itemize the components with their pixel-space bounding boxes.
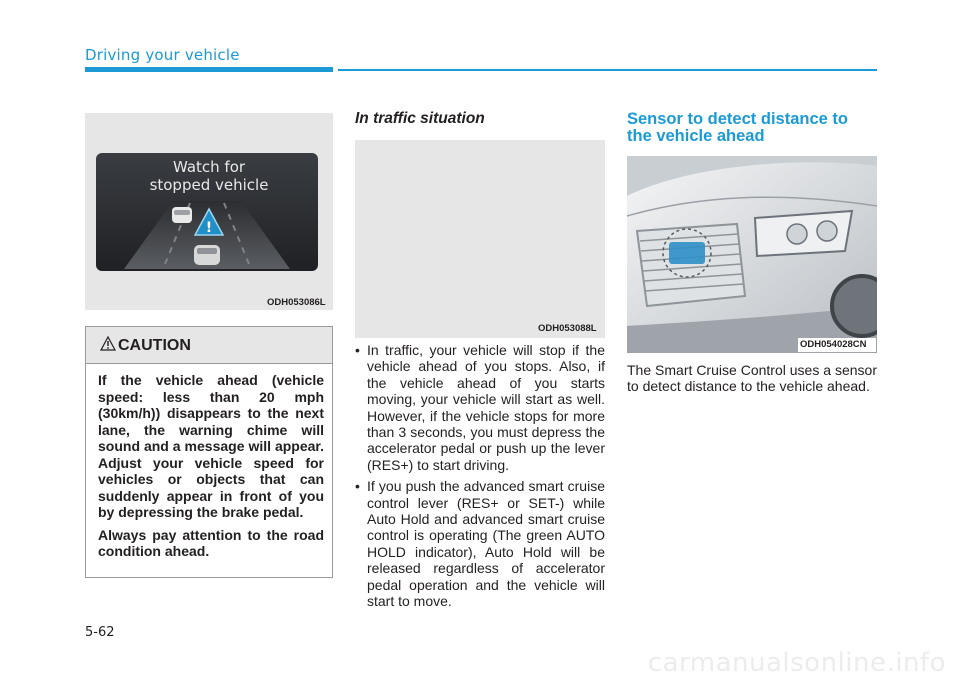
svg-text:!: ! [205,220,213,236]
warning-triangle-icon [100,336,116,351]
traffic-bullet-list [355,342,605,615]
display-message-line1: Watch for [172,158,246,176]
caution-header [86,327,332,364]
car-front-illustration [627,156,877,353]
list-item: • In traffic, your vehicle will stop if the vehicle ahead of you stops. Also, if the vehicle ahead of you starts moving, your vehicle will start as well. However, if the vehicle stops for more than 3 seconds, you must depress the accelerator pedal or push up the lever (RES+) to start driving. [355,342,605,473]
watermark: carmanualsonline.info [647,648,946,678]
radar-sensor [669,242,705,264]
sensor-heading: Sensor to detect distance to the vehicle ahead [627,110,848,145]
figure-caption-box [798,338,876,352]
wheel [832,276,877,336]
cluster-display-figure [85,113,333,310]
caution-paragraph: Always pay attention to the road condition ahead. [98,526,324,559]
traffic-figure [355,140,605,338]
caution-body [86,364,332,560]
traffic-heading: In traffic situation [355,110,485,127]
header-rule-thin [338,69,877,71]
caution-box [85,326,333,578]
figure-caption: ODH053086L [267,297,326,308]
header-rule-thick [85,67,333,72]
list-item: • If you push the advanced smart cruise control lever (RES+ or SET-) while Auto Hold and advanced smart cruise control is operating (The green AUTO HOLD indicator), Auto Hold will be released regardless of accelerator pedal operation and the vehicle will start to move. [355,478,605,609]
page-number: 5-62 [85,625,115,640]
figure-caption: ODH053088L [538,323,597,334]
cluster-display-illustration [85,113,333,310]
display-message-line2: stopped vehicle [149,176,269,194]
sensor-body-text: The Smart Cruise Control uses a sensor to detect distance to the vehicle ahead. [627,362,877,395]
sensor-figure [627,156,877,353]
section-title: Driving your vehicle [85,46,240,64]
caution-paragraph: If the vehicle ahead (vehicle speed: less than 20 mph (30km/h)) disappears to the next lane, the warning chime will sound and a message will appear. Adjust your vehicle speed for vehicles or objects that can suddenly appear in front of you by depressing the brake pedal. [98,372,324,520]
caution-title: CAUTION [118,337,191,354]
figure-caption: ODH054028CN [800,339,867,350]
